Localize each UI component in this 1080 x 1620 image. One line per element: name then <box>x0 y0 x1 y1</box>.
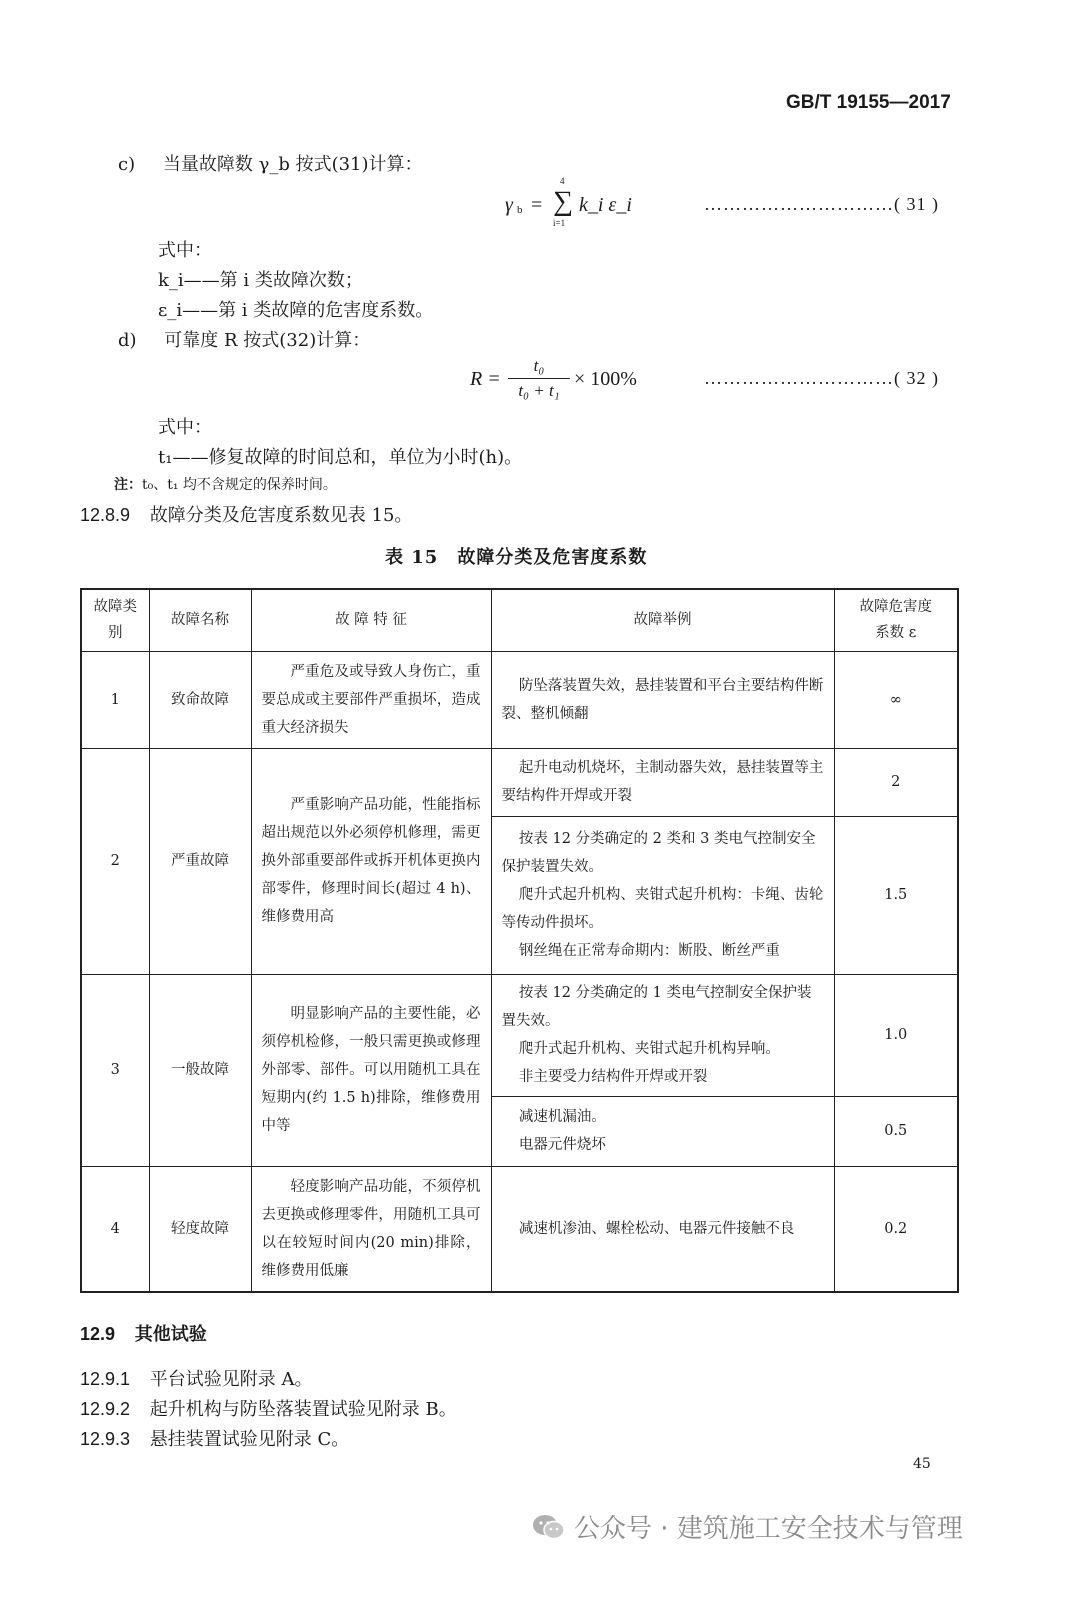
clause-c <box>118 150 423 176</box>
example-line: 按表 12 分类确定的 2 类和 3 类电气控制安全保护装置失效。 <box>501 831 816 875</box>
header-feature: 故 障 特 征 <box>251 589 491 651</box>
cell-coefficient: ∞ <box>834 651 958 748</box>
note-text: t₀、t₁ 均不含规定的保养时间。 <box>142 477 337 493</box>
example-line: 非主要受力结构件开焊或开裂 <box>518 1069 708 1085</box>
clause-text: 故障分类及危害度系数见表 15。 <box>149 505 413 526</box>
clause-12-8-9 <box>80 501 412 527</box>
page-number: 45 <box>913 1456 931 1472</box>
watermark-text: 公众号 · 建筑施工安全技术与管理 <box>574 1514 963 1544</box>
formula-31-sum-top: 4 <box>560 176 565 186</box>
example-line: 电器元件烧坏 <box>518 1137 606 1153</box>
cell-example <box>491 1166 834 1292</box>
example-line: 减速机渗油、螺栓松动、电器元件接触不良 <box>518 1220 795 1237</box>
definition-epsilon: ε_i——第 i 类故障的危害度系数。 <box>158 300 434 321</box>
cell-category: 3 <box>81 974 149 1166</box>
example-line: 防坠落装置失效，悬挂装置和平台主要结构件断裂、整机倾翻 <box>501 677 824 722</box>
cell-example <box>491 1096 834 1166</box>
cell-example <box>491 651 834 748</box>
cell-example <box>491 816 834 974</box>
section-12-9 <box>80 1320 207 1346</box>
example-line: 爬升式起升机构、夹钳式起升机构：卡绳、齿轮等传动件损坏。 <box>501 887 824 931</box>
cell-feature: 严重影响产品功能，性能指标超出规范以外必须停机修理，需更换外部重要部件或拆开机体更换内部零件，修理时间长(超过 4 h)、维修费用高 <box>251 748 491 974</box>
formula-31-sub: b <box>517 204 523 216</box>
table-header-row <box>81 589 958 651</box>
sub-clause-text: 悬挂装置试验见附录 C。 <box>149 1429 350 1450</box>
table-row <box>81 1166 958 1292</box>
table-caption: 表 15 故障分类及危害度系数 <box>385 547 648 568</box>
cell-feature: 轻度影响产品功能，不须停机去更换或修理零件，用随机工具可以在较短时间内(20 min)排除，维修费用低廉 <box>251 1166 491 1292</box>
cell-category: 4 <box>81 1166 149 1292</box>
cell-feature: 明显影响产品的主要性能，必须停机检修，一般只需更换或修理外部零、部件。可以用随机工具在短期内(约 1.5 h)排除，维修费用中等 <box>251 974 491 1166</box>
cell-example <box>491 974 834 1096</box>
eq-number-32: …………………………( 32 ) <box>704 368 939 388</box>
formula-32-denominator: t₀ + t₁ <box>518 381 560 400</box>
cell-coefficient: 1.0 <box>834 974 958 1096</box>
formula-32-tail: × 100% <box>574 368 637 390</box>
cell-name: 一般故障 <box>149 974 251 1166</box>
clause-c-text: 当量故障数 γ_b 按式(31)计算： <box>162 154 423 175</box>
sub-clause-text: 起升机构与防坠落装置试验见附录 B。 <box>149 1399 457 1420</box>
cell-category: 2 <box>81 748 149 974</box>
header-category: 故障类别 <box>81 589 149 651</box>
sub-clause-number: 12.9.2 <box>80 1399 131 1419</box>
formula-32-numerator: t₀ <box>533 356 545 375</box>
example-line: 减速机漏油。 <box>518 1109 606 1125</box>
cell-example <box>491 748 834 816</box>
table-row <box>81 748 958 816</box>
formula-31-sum-bottom: i=1 <box>553 218 566 228</box>
clause-d <box>118 326 370 352</box>
formula-32-lhs: R = <box>470 368 501 390</box>
header-name: 故障名称 <box>149 589 251 651</box>
formula-31-lhs: γ <box>505 194 513 216</box>
table-row <box>81 651 958 748</box>
cell-name: 致命故障 <box>149 651 251 748</box>
note <box>114 474 337 494</box>
where-label: 式中： <box>158 240 212 261</box>
cell-coefficient: 2 <box>834 748 958 816</box>
section-number: 12.9 <box>80 1324 116 1344</box>
clause-d-label: d) <box>118 330 137 351</box>
example-line: 钢丝绳在正常寿命期内：断股、断丝严重 <box>518 943 780 959</box>
definition-t1: t₁——修复故障的时间总和，单位为小时(h)。 <box>158 447 523 468</box>
formula-31-body: k_i ε_i <box>579 194 632 216</box>
wechat-watermark <box>532 1508 963 1545</box>
cell-category: 1 <box>81 651 149 748</box>
cell-feature: 严重危及或导致人身伤亡，重要总成或主要部件严重损坏，造成重大经济损失 <box>251 651 491 748</box>
definition-ki: k_i——第 i 类故障次数； <box>158 270 363 291</box>
sub-clause-text: 平台试验见附录 A。 <box>149 1369 313 1390</box>
table-row <box>81 974 958 1096</box>
example-line: 按表 12 分类确定的 1 类电气控制安全保护装置失效。 <box>501 985 812 1029</box>
cell-coefficient: 1.5 <box>834 816 958 974</box>
note-label: 注： <box>114 477 142 493</box>
sub-clause <box>80 1365 313 1391</box>
header-example: 故障举例 <box>491 589 834 651</box>
formula-32 <box>470 356 660 406</box>
clause-c-label: c) <box>118 154 136 175</box>
sub-clause-number: 12.9.3 <box>80 1429 131 1449</box>
section-title: 其他试验 <box>134 1324 207 1345</box>
where-label-2: 式中： <box>158 417 212 438</box>
sub-clause <box>80 1425 349 1451</box>
sub-clause <box>80 1395 457 1421</box>
cell-name: 轻度故障 <box>149 1166 251 1292</box>
header-coefficient: 故障危害度系数 ε <box>834 589 958 651</box>
cell-name: 严重故障 <box>149 748 251 974</box>
clause-d-text: 可靠度 R 按式(32)计算： <box>164 330 371 351</box>
wechat-icon <box>532 1513 566 1541</box>
eq-number-31: …………………………( 31 ) <box>704 194 939 214</box>
sub-clause-number: 12.9.1 <box>80 1369 131 1389</box>
clause-number: 12.8.9 <box>80 505 131 525</box>
fault-classification-table <box>80 588 959 1293</box>
cell-coefficient: 0.5 <box>834 1096 958 1166</box>
example-line: 起升电动机烧坏，主制动器失效，悬挂装置等主要结构件开焊或开裂 <box>501 760 824 804</box>
example-line: 爬升式起升机构、夹钳式起升机构异响。 <box>518 1041 780 1057</box>
standard-number: GB/T 19155—2017 <box>786 92 951 113</box>
cell-coefficient: 0.2 <box>834 1166 958 1292</box>
